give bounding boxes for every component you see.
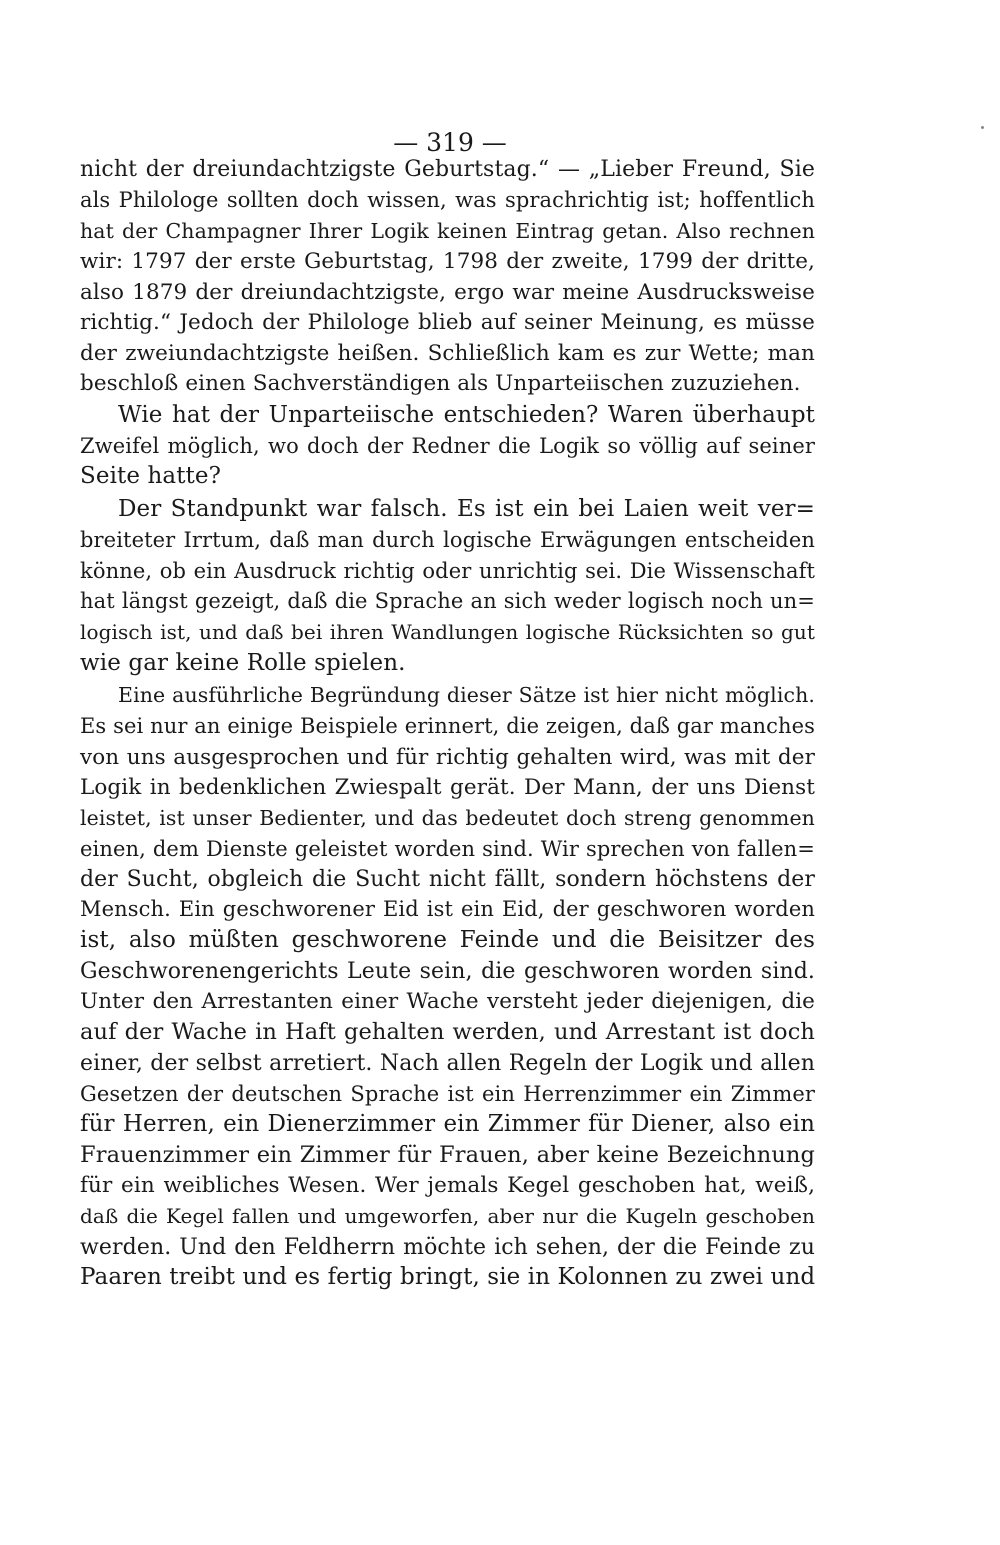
text-line: hat der Champagner Ihrer Logik keinen Eintrag getan. Also rechnen — [80, 219, 815, 243]
text-line: Eine ausführliche Begründung dieser Sätze ist hier nicht möglich. — [118, 683, 815, 707]
text-line: Unter den Arrestanten einer Wache versteht jeder diejenigen, die — [80, 989, 815, 1014]
text-line: logisch ist, und daß bei ihren Wandlungen logische Rücksichten so gut — [80, 620, 815, 644]
text-line: wir: 1797 der erste Geburtstag, 1798 der zweite, 1799 der dritte, — [80, 249, 815, 274]
text-line: daß die Kegel fallen und umgeworfen, aber nur die Kugeln geschoben — [80, 1204, 815, 1228]
text-line: Zweifel möglich, wo doch der Redner die Logik so völlig auf seiner — [80, 434, 815, 458]
text-line: einen, dem Dienste geleistet worden sind. Wir sprechen von fallen= — [80, 837, 815, 861]
text-line: beschloß einen Sachverständigen als Unparteiischen zuzuziehen. — [80, 371, 801, 396]
text-line: für Herren, ein Dienerzimmer ein Zimmer für Diener, also ein — [80, 1111, 815, 1137]
text-line: der zweiundachtzigste heißen. Schließlich kam es zur Wette; man — [80, 341, 815, 366]
text-line: Logik in bedenklichen Zwiespalt gerät. Der Mann, der uns Dienst — [80, 775, 815, 800]
paper-speck — [980, 125, 984, 129]
text-line: werden. Und den Feldherrn möchte ich sehen, der die Feinde zu — [80, 1235, 815, 1260]
text-line: hat längst gezeigt, daß die Sprache an sich weder logisch noch un= — [80, 589, 815, 613]
text-line: breiteter Irrtum, daß man durch logische Erwägungen entscheiden — [80, 528, 815, 552]
text-line: richtig.“ Jedoch der Philologe blieb auf seiner Meinung, es müsse — [80, 310, 815, 335]
text-line: Mensch. Ein geschworener Eid ist ein Eid, der geschworen worden — [80, 897, 815, 921]
text-line: Gesetzen der deutschen Sprache ist ein Herrenzimmer ein Zimmer — [80, 1082, 815, 1106]
text-line: als Philologe sollten doch wissen, was sprachrichtig ist; hoffentlich — [80, 188, 815, 212]
page-number: — 319 — — [393, 128, 507, 157]
text-line: Der Standpunkt war falsch. Es ist ein bei Laien weit ver= — [118, 496, 815, 522]
text-line: Frauenzimmer ein Zimmer für Frauen, aber keine Bezeichnung — [80, 1142, 815, 1168]
text-line: Es sei nur an einige Beispiele erinnert, die zeigen, daß gar manches — [80, 714, 815, 738]
text-line: leistet, ist unser Bedienter, und das bedeutet doch streng genommen — [80, 806, 815, 830]
text-line: könne, ob ein Ausdruck richtig oder unrichtig sei. Die Wissenschaft — [80, 559, 815, 583]
text-line: von uns ausgesprochen und für richtig gehalten wird, was mit der — [80, 745, 815, 770]
text-line: für ein weibliches Wesen. Wer jemals Kegel geschoben hat, weiß, — [80, 1173, 815, 1198]
text-line: also 1879 der dreiundachtzigste, ergo war meine Ausdrucksweise — [80, 280, 815, 305]
text-line: wie gar keine Rolle spielen. — [80, 650, 406, 676]
text-line: der Sucht, obgleich die Sucht nicht fällt, sondern höchstens der — [80, 867, 815, 892]
text-line: Geschworenengerichts Leute sein, die geschworen worden sind. — [80, 959, 815, 984]
text-line: nicht der dreiundachtzigste Geburtstag.“ — „Lieber Freund, Sie — [80, 157, 815, 182]
text-line: Wie hat der Unparteiische entschieden? Waren überhaupt — [118, 402, 815, 428]
text-line: ist, also müßten geschworene Feinde und die Beisitzer des — [80, 927, 815, 953]
text-line: einer, der selbst arretiert. Nach allen Regeln der Logik und allen — [80, 1051, 815, 1076]
text-line: Paaren treibt und es fertig bringt, sie in Kolonnen zu zwei und — [80, 1264, 816, 1290]
text-line: auf der Wache in Haft gehalten werden, und Arrestant ist doch — [80, 1019, 815, 1045]
text-line: Seite hatte? — [80, 463, 222, 489]
